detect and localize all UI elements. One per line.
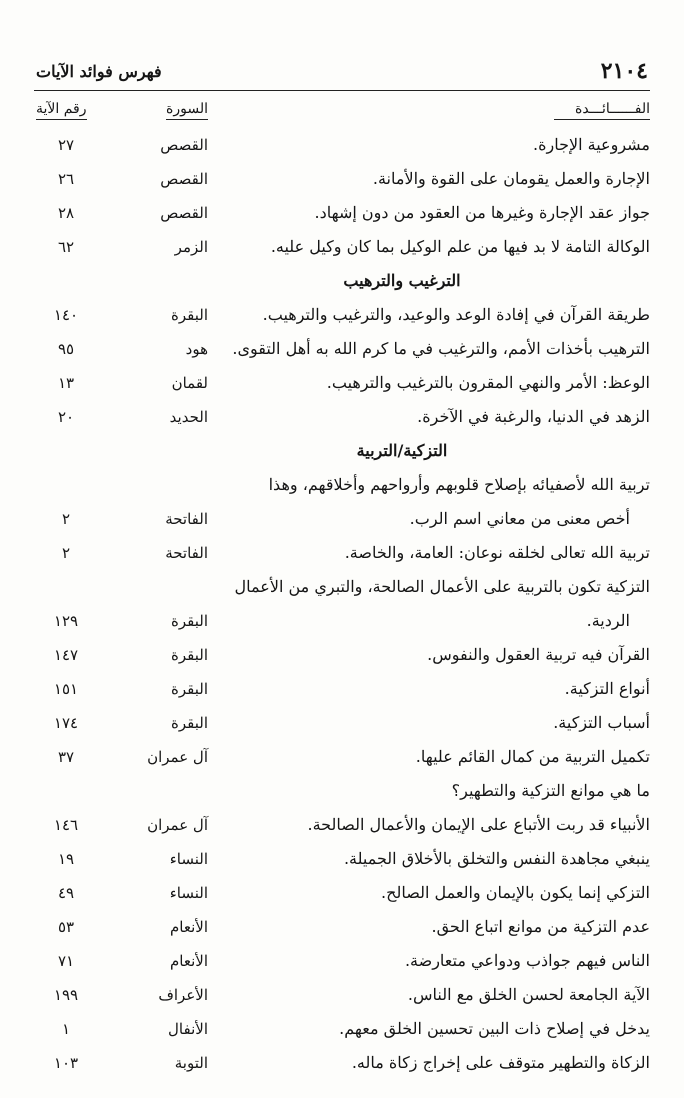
entry-ayah-number: ١٤٠ [53,306,79,324]
index-entry-row [34,1049,650,1083]
entry-text: الوكالة التامة لا بد فيها من علم الوكيل بما كان وكيل عليه. [270,237,650,256]
index-entry-row [34,879,650,913]
page-number: ٢١٠٤ [600,58,648,84]
entry-sura: الزمر [174,238,208,256]
entry-ayah-number: ١٥١ [53,680,79,698]
entry-text: تربية الله لأصفيائه بإصلاح قلوبهم وأرواحهم وأخلاقهم، وهذا [268,475,650,494]
index-entry-row [34,301,650,335]
index-entry-row [34,743,650,777]
section-heading-text [34,441,650,460]
entry-text: الإجارة والعمل يقومان على القوة والأمانة. [372,169,650,188]
entry-text: مشروعية الإجارة. [533,135,650,154]
entry-ayah-number: ٢٨ [57,204,75,222]
entry-text: أنواع التزكية. [564,679,650,698]
index-entry-row [34,131,650,165]
index-entry-row [34,811,650,845]
entry-text: ما هي موانع التزكية والتطهير؟ [451,781,650,800]
entry-text: أسباب التزكية. [553,713,650,732]
entry-ayah-number: ٦٢ [57,238,75,256]
index-entry-row [34,1015,650,1049]
entry-sura: الأنفال [168,1020,208,1038]
entry-text: ينبغي مجاهدة النفس والتخلق بالأخلاق الجميلة. [343,849,650,868]
column-headers [34,91,650,131]
entry-ayah-number: ٣٧ [57,748,75,766]
entry-sura: البقرة [171,714,208,732]
index-entry-row [34,403,650,437]
entry-sura: البقرة [171,306,208,324]
entry-sura: البقرة [171,646,208,664]
entry-sura: الأنعام [170,918,208,936]
entry-ayah-number: ١٤٧ [53,646,79,664]
entry-ayah-number: ٢ [61,544,71,562]
entry-text: الردية. [586,611,630,630]
entry-sura: هود [185,340,208,358]
running-title: فهرس فوائد الآيات [36,62,162,81]
entry-text: الزهد في الدنيا، والرغبة في الآخرة. [417,407,650,426]
entry-ayah-number: ٢ [61,510,71,528]
entry-text: التزكي إنما يكون بالإيمان والعمل الصالح. [381,883,650,902]
entry-text: الزكاة والتطهير متوقف على إخراج زكاة ماله. [351,1053,650,1072]
entry-sura: البقرة [171,680,208,698]
index-entry-row [34,641,650,675]
index-entry-row [34,199,650,233]
entry-ayah-number: ٢٠ [57,408,75,426]
entry-sura: التوبة [174,1054,208,1072]
entry-text: جواز عقد الإجارة وغيرها من العقود من دون إشهاد. [314,203,650,222]
entry-sura: آل عمران [147,816,208,834]
entry-ayah-number: ٢٦ [57,170,75,188]
index-entry-row [34,607,650,641]
entry-text: يدخل في إصلاح ذات البين تحسين الخلق معهم. [339,1019,650,1038]
entry-ayah-number: ١٢٩ [53,612,79,630]
entry-text: القرآن فيه تربية العقول والنفوس. [427,645,650,664]
entry-sura: الأعراف [158,986,208,1004]
section-heading-label: الترغيب والترهيب [343,271,461,290]
entry-sura: القصص [160,136,208,154]
entry-sura: الأنعام [170,952,208,970]
entry-text: التزكية تكون بالتربية على الأعمال الصالحة، والتبري من الأعمال [234,577,650,596]
column-header-ayah: رقم الآية [36,101,87,120]
index-entry-row [34,845,650,879]
entry-ayah-number: ٩٥ [57,340,75,358]
entry-ayah-number: ٥٣ [57,918,75,936]
index-entry-row [34,335,650,369]
entry-text: الوعظ: الأمر والنهي المقرون بالترغيب والترهيب. [326,373,650,392]
entry-ayah-number: ١٩٩ [53,986,79,1004]
index-entry-row [34,505,650,539]
index-entry-row [34,709,650,743]
entry-ayah-number: ١٤٦ [53,816,79,834]
entry-sura: الفاتحة [165,544,208,562]
entry-ayah-number: ١٧٤ [53,714,79,732]
index-entry-row [34,369,650,403]
entry-sura: القصص [160,170,208,188]
entry-ayah-number: ١٣ [57,374,75,392]
index-entry-row [34,777,650,811]
entry-sura: الفاتحة [165,510,208,528]
page-header [34,54,650,84]
entry-ayah-number: ١٠٣ [53,1054,79,1072]
entry-text: عدم التزكية من موانع اتباع الحق. [431,917,650,936]
entry-sura: لقمان [171,374,208,392]
entry-text: تربية الله تعالى لخلقه نوعان: العامة، والخاصة. [344,543,650,562]
entry-ayah-number: ٧١ [57,952,75,970]
index-entry-row [34,539,650,573]
entry-sura: القصص [160,204,208,222]
entry-sura: النساء [169,850,208,868]
entry-text: الترهيب بأخذات الأمم، والترغيب في ما كرم الله به أهل التقوى. [232,339,650,358]
section-heading-label: التزكية/التربية [356,441,448,460]
index-entry-row [34,675,650,709]
entry-text: طريقة القرآن في إفادة الوعد والوعيد، والترغيب والترهيب. [262,305,650,324]
index-entry-row [34,913,650,947]
index-entries [34,131,650,1083]
column-header-faida: الفــــــائـــدة [554,101,650,120]
index-entry-row [34,947,650,981]
index-entry-row [34,981,650,1015]
index-entry-row [34,233,650,267]
section-heading [34,437,650,471]
section-heading [34,267,650,301]
entry-ayah-number: ٤٩ [57,884,75,902]
entry-ayah-number: ١٩ [57,850,75,868]
index-entry-row [34,471,650,505]
entry-sura: الحديد [169,408,208,426]
entry-text: الأنبياء قد ربت الأتباع على الإيمان والأعمال الصالحة. [307,815,650,834]
entry-ayah-number: ٢٧ [57,136,75,154]
column-header-sura: السورة [166,101,208,120]
index-page [34,54,650,1083]
entry-text: أخص معنى من معاني اسم الرب. [409,509,630,528]
index-entry-row [34,165,650,199]
entry-text: الآية الجامعة لحسن الخلق مع الناس. [407,985,650,1004]
index-entry-row [34,573,650,607]
entry-text: الناس فيهم جواذب ودواعي متعارضة. [404,951,650,970]
entry-sura: النساء [169,884,208,902]
entry-text: تكميل التربية من كمال القائم عليها. [415,747,650,766]
entry-ayah-number: ١ [61,1020,71,1038]
section-heading-text [34,271,650,290]
entry-sura: آل عمران [147,748,208,766]
entry-sura: البقرة [171,612,208,630]
